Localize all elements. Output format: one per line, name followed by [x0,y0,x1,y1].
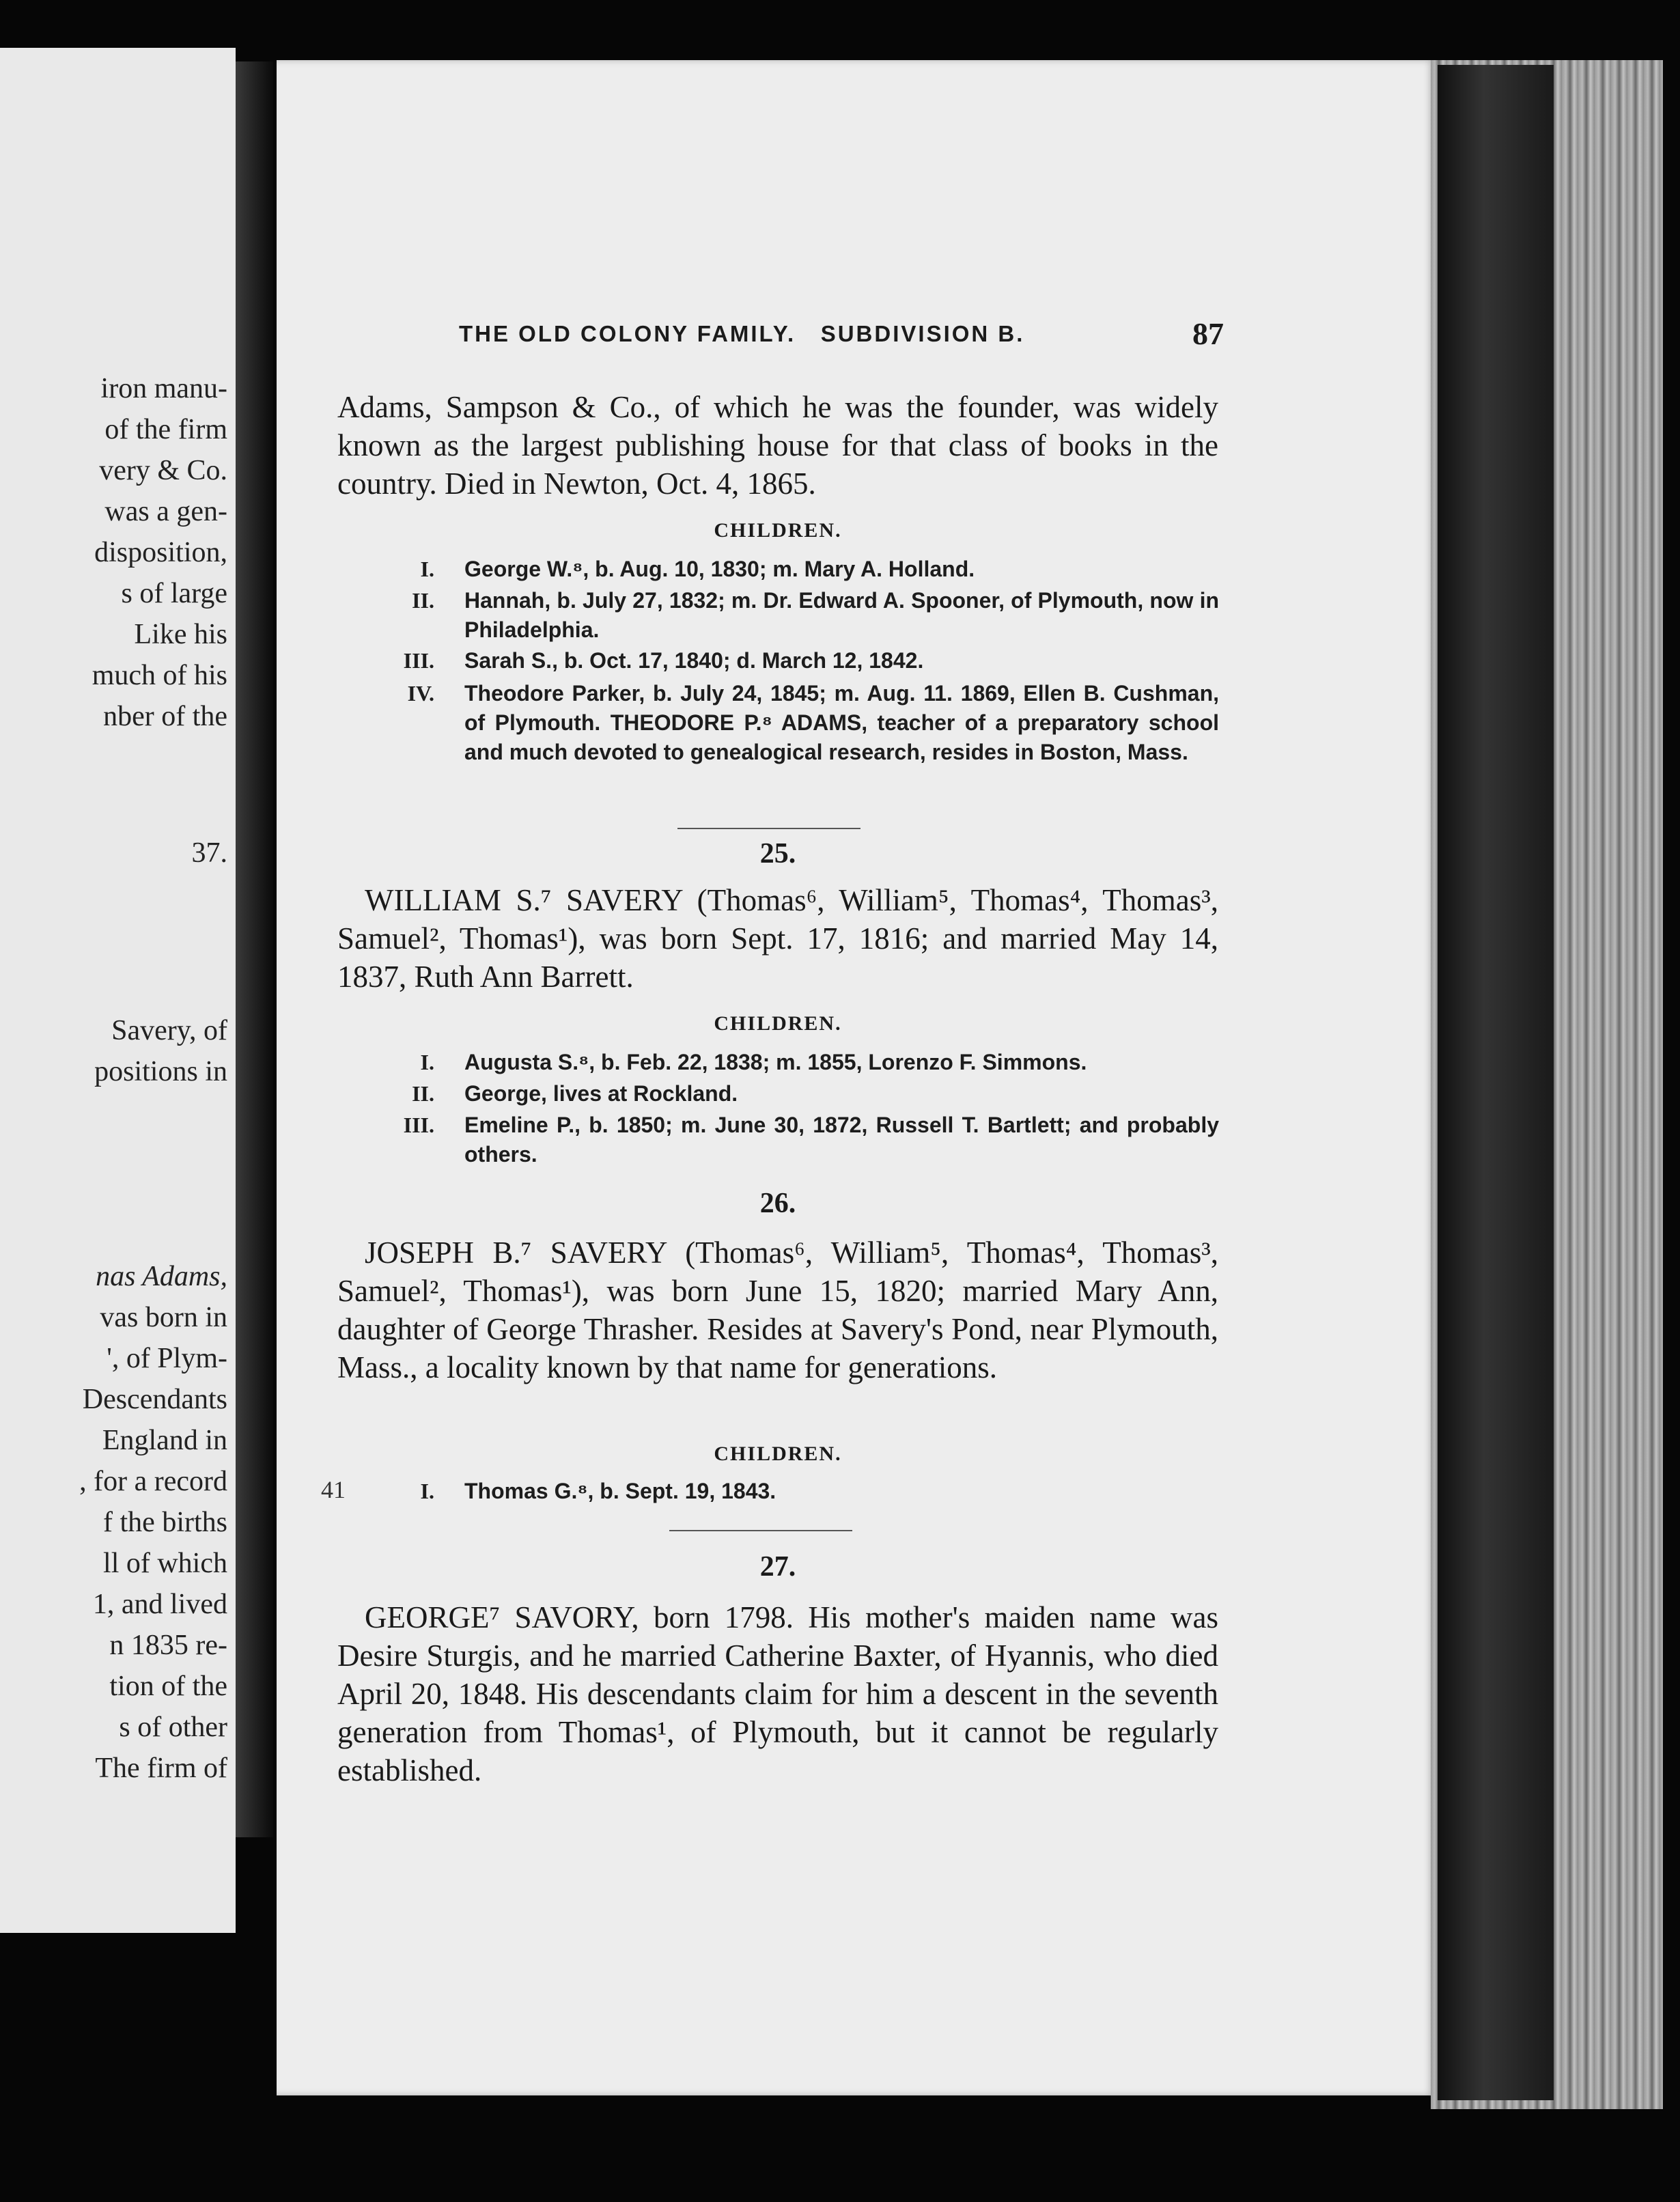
running-header [459,316,1224,351]
page-number: 87 [1192,316,1224,351]
left-line: Descendants [82,1384,227,1415]
left-line: was a gen- [104,496,227,527]
book-page [277,60,1434,2095]
child-entry [396,1048,1219,1077]
section-paragraph: JOSEPH B.⁷ SAVERY (Thomas⁶, William⁵, Thomas⁴, Thomas³, Samuel², Thomas¹), was born June 15, 1820; married Mary Ann, daughter of George Thrasher. Resides at Savery's Pond, near Plymouth, Mass., a locality known by that name for generations. [337,1236,1218,1384]
left-line: of the firm [104,414,227,445]
child-entry [396,1477,1219,1506]
child-text: Hannah, b. July 27, 1832; m. Dr. Edward A. Spooner, of Plymouth, now in Philadelphia. [464,588,1219,642]
child-entry [396,555,1219,584]
left-line: tion of the [109,1671,227,1702]
left-line: iron manu- [100,373,227,404]
child-entry [396,646,1219,675]
left-line: , for a record [79,1466,227,1497]
left-line: The firm of [95,1753,227,1784]
left-line: nber of the [103,701,227,732]
left-line: much of his [92,660,227,691]
child-numeral: III. [403,1113,434,1137]
section-divider [677,828,860,829]
children-heading: CHILDREN. [714,519,842,542]
left-line: ', of Plym- [107,1343,227,1374]
section-number: 25. [759,838,796,869]
running-title: THE OLD COLONY FAMILY. SUBDIVISION B. [459,321,1025,346]
left-line: s of other [119,1712,227,1743]
child-text: Augusta S.⁸, b. Feb. 22, 1838; m. 1855, Lorenzo F. Simmons. [464,1050,1087,1074]
child-numeral: III. [403,648,434,673]
facing-page [0,48,236,1933]
section-divider [669,1530,852,1531]
left-line: 37. [191,837,227,869]
book-gutter [236,61,273,1837]
left-line: positions in [94,1056,227,1087]
child-numeral: II. [412,1081,434,1106]
child-text: George W.⁸, b. Aug. 10, 1830; m. Mary A. Holland. [464,557,975,581]
page-edge-shadow [1438,65,1554,2100]
child-numeral: IV. [407,681,434,706]
margin-note: 41 [321,1476,346,1503]
child-entry [396,1079,1219,1109]
child-text: Thomas G.⁸, b. Sept. 19, 1843. [464,1479,776,1503]
left-line: ll of which [103,1548,227,1579]
child-entry [396,586,1219,645]
section-number: 27. [759,1551,796,1583]
left-line: disposition, [94,537,227,568]
left-line: Like his [134,619,227,650]
section-number: 26. [759,1188,796,1219]
child-text: George, lives at Rockland. [464,1081,738,1106]
child-numeral: I. [420,557,434,581]
left-line: s of large [121,578,227,609]
child-numeral: II. [412,588,434,613]
child-text: Emeline P., b. 1850; m. June 30, 1872, Russell T. Bartlett; and probably others. [464,1113,1219,1167]
child-numeral: I. [420,1479,434,1503]
left-line: vas born in [100,1302,227,1333]
left-line: Savery, of [111,1015,227,1046]
left-line: 1, and lived [92,1589,227,1620]
left-line: England in [102,1425,227,1456]
children-heading: CHILDREN. [714,1012,842,1035]
section-paragraph: WILLIAM S.⁷ SAVERY (Thomas⁶, William⁵, Thomas⁴, Thomas³, Samuel², Thomas¹), was born Sept. 17, 1816; and married May 14, 1837, Ruth Ann Barrett. [337,883,1218,994]
child-entry [396,679,1219,767]
left-line: n 1835 re- [109,1630,227,1661]
left-line: very & Co. [99,455,227,486]
section-paragraph: GEORGE⁷ SAVORY, born 1798. His mother's maiden name was Desire Sturgis, and he married Catherine Baxter, of Hyannis, who died April 20, 1848. His descendants claim for him a descent in the seventh generation from Thomas¹, of Plymouth, but it cannot be regularly established. [337,1600,1218,1787]
child-text: Theodore Parker, b. July 24, 1845; m. Aug. 11. 1869, Ellen B. Cushman, of Plymouth. THEODORE P.⁸ ADAMS, teacher of a preparatory school and much devoted to genealogical research, resides in Boston, Mass. [464,681,1219,764]
child-entry [396,1111,1219,1169]
intro-paragraph: Adams, Sampson & Co., of which he was the founder, was widely known as the largest publishing house for that class of books in the country. Died in Newton, Oct. 4, 1865. [337,390,1218,501]
left-line: nas Adams, [96,1261,227,1292]
left-line: f the births [103,1507,227,1538]
children-heading: CHILDREN. [714,1443,842,1465]
child-text: Sarah S., b. Oct. 17, 1840; d. March 12, 1842. [464,648,924,673]
child-numeral: I. [420,1050,434,1074]
